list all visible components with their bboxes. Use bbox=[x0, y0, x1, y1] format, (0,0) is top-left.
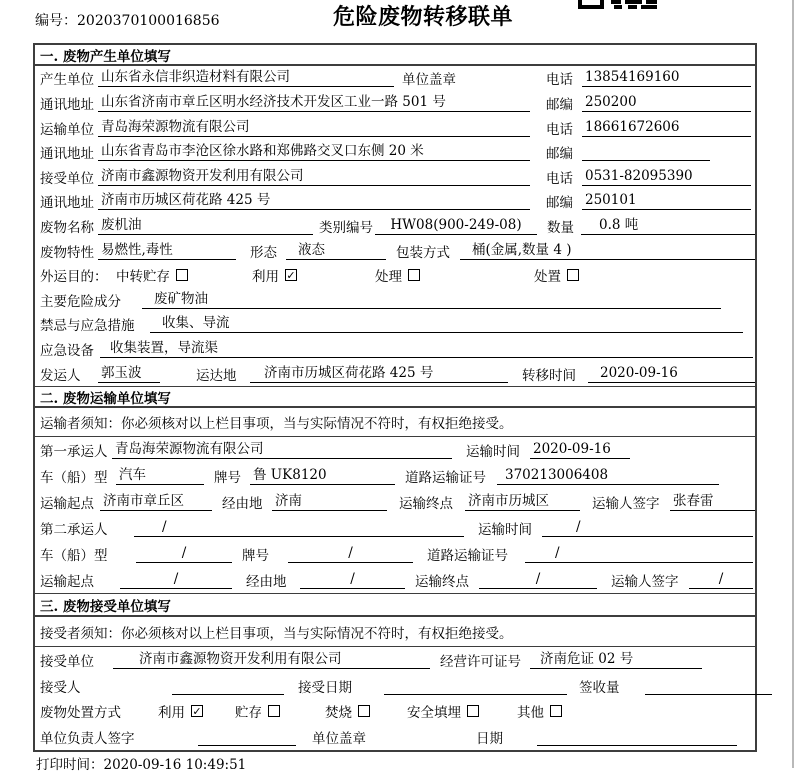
acceptor-label: 接受人 bbox=[40, 679, 81, 696]
taboo-measures-label: 禁忌与应急措施 bbox=[40, 318, 135, 335]
producer-address-value: 山东省济南市章丘区明水经济技术开发区工业一路 501 号 bbox=[98, 94, 530, 112]
waste-name-value: 废机油 bbox=[98, 217, 313, 235]
row-receiver-address bbox=[35, 189, 755, 214]
route2-origin-value: / bbox=[120, 571, 232, 589]
row-receiver-unit bbox=[35, 164, 755, 189]
transport-time2-value: / bbox=[542, 519, 753, 537]
category-code-value: HW08(900-249-08) bbox=[375, 217, 537, 235]
disposal-other-label: 其他 bbox=[517, 705, 544, 722]
disposal-landfill-label: 安全填埋 bbox=[407, 705, 461, 722]
receiver-zip-value: 250101 bbox=[582, 192, 751, 210]
shipper-value: 郭玉波 bbox=[98, 365, 160, 383]
row-disposal-method bbox=[35, 699, 755, 725]
license-number-value: 济南危证 02 号 bbox=[530, 651, 702, 669]
row-acceptor bbox=[35, 673, 755, 699]
producer-unit-value: 山东省永信非织造材料有限公司 bbox=[98, 69, 394, 87]
section2-rows bbox=[35, 437, 755, 593]
purpose-treat-checkbox[interactable] bbox=[408, 269, 420, 281]
row-transport-unit bbox=[35, 115, 755, 140]
row-vehicle-type1 bbox=[35, 463, 755, 489]
receiver-unit-value: 济南市鑫源物资开发利用有限公司 bbox=[98, 168, 530, 186]
section2-header: 二. 废物运输单位填写 bbox=[35, 386, 755, 408]
section3-notice: 接受者须知：你必须核对以上栏目事项，当与实际情况不符时，有权拒绝接受。 bbox=[35, 617, 755, 647]
vehicle-type1-value: 汽车 bbox=[116, 467, 204, 485]
transport-time2-label: 运输时间 bbox=[478, 522, 532, 538]
form-state-label: 形态 bbox=[250, 244, 277, 261]
transfer-time-value: 2020-09-16 bbox=[588, 365, 755, 383]
document-number-label: 编号： bbox=[35, 13, 77, 29]
vehicle-type2-label: 车（船）型 bbox=[40, 548, 108, 564]
purpose-utilize-label: 利用 bbox=[252, 269, 279, 286]
row-vehicle-type2 bbox=[35, 541, 755, 567]
row-waste-traits bbox=[35, 238, 755, 263]
transport-zip-label: 邮编 bbox=[546, 146, 573, 163]
second-carrier-label: 第二承运人 bbox=[40, 522, 108, 538]
producer-address-label: 通讯地址 bbox=[40, 96, 94, 113]
route2-signature-label: 运输人签字 bbox=[611, 574, 679, 590]
print-time-label: 打印时间： bbox=[36, 757, 104, 773]
disposal-storage-checkbox[interactable] bbox=[268, 705, 280, 717]
row-route1 bbox=[35, 489, 755, 515]
page-title: 危险废物转移联单 bbox=[333, 4, 514, 30]
waste-traits-label: 废物特性 bbox=[40, 244, 94, 261]
vehicle-type1-label: 车（船）型 bbox=[40, 470, 108, 486]
taboo-measures-value: 收集、导流 bbox=[150, 315, 743, 333]
route2-via-value: / bbox=[300, 571, 405, 589]
disposal-incinerate-checkbox[interactable] bbox=[358, 705, 370, 717]
unit-seal-label: 单位盖章 bbox=[402, 72, 456, 89]
section1-rows bbox=[35, 66, 755, 386]
disposal-incinerate-label: 焚烧 bbox=[325, 705, 352, 722]
route2-signature-value: / bbox=[689, 571, 753, 589]
accept-unit-label: 接受单位 bbox=[40, 653, 94, 670]
purpose-transfer-storage-checkbox[interactable] bbox=[176, 269, 188, 281]
transport-unit-label: 运输单位 bbox=[40, 121, 94, 138]
accept-unit-value: 济南市鑫源物资开发利用有限公司 bbox=[113, 651, 430, 669]
row-emergency-equipment bbox=[35, 337, 755, 362]
emergency-equipment-label: 应急设备 bbox=[40, 343, 94, 359]
acceptor-value bbox=[172, 677, 284, 695]
first-carrier-value: 青岛海荣源物流有限公司 bbox=[112, 441, 452, 459]
route2-end-value: / bbox=[479, 571, 597, 589]
outbound-purpose-label: 外运目的： bbox=[40, 269, 108, 286]
transport-address-value: 山东省青岛市李沧区徐水路和郑佛路交叉口东侧 20 米 bbox=[98, 143, 530, 161]
route1-end-value: 济南市历城区 bbox=[465, 493, 580, 511]
qr-code-fragment bbox=[578, 0, 662, 9]
document-number-value: 2020370100016856 bbox=[77, 13, 220, 29]
road-permit1-value: 370213006408 bbox=[497, 467, 719, 485]
purpose-transfer-storage-label: 中转贮存 bbox=[116, 269, 170, 286]
row-second-carrier bbox=[35, 515, 755, 541]
row-first-carrier bbox=[35, 437, 755, 463]
route2-via-label: 经由地 bbox=[246, 574, 287, 590]
disposal-method-label: 废物处置方式 bbox=[40, 705, 121, 722]
main-hazard-value: 废矿物油 bbox=[142, 291, 721, 309]
purpose-treat-label: 处理 bbox=[375, 269, 402, 286]
second-carrier-value: / bbox=[134, 519, 464, 537]
accept-date-value bbox=[384, 677, 567, 695]
producer-phone-value: 13854169160 bbox=[582, 69, 751, 87]
route1-signature-label: 运输人签字 bbox=[592, 496, 660, 512]
row-producer-address bbox=[35, 91, 755, 116]
plate-number1-label: 牌号 bbox=[214, 470, 241, 486]
destination-value: 济南市历城区荷花路 425 号 bbox=[250, 365, 508, 383]
section2-notice: 运输者须知：你必须核对以上栏目事项，当与实际情况不符时，有权拒绝接受。 bbox=[35, 408, 755, 437]
received-amount-value bbox=[645, 677, 772, 695]
packaging-value: 桶(金属,数量 4 ) bbox=[460, 242, 755, 260]
main-hazard-label: 主要危险成分 bbox=[40, 293, 121, 310]
responsible-signature-value bbox=[198, 728, 296, 746]
receiver-phone-value: 0531-82095390 bbox=[582, 168, 751, 186]
producer-phone-label: 电话 bbox=[546, 72, 573, 89]
road-permit2-value: / bbox=[525, 545, 753, 563]
transport-unit-value: 青岛海荣源物流有限公司 bbox=[98, 119, 530, 137]
row-taboo-measures bbox=[35, 312, 755, 337]
row-producer-unit bbox=[35, 66, 755, 91]
transport-time1-value: 2020-09-16 bbox=[530, 441, 630, 459]
row-shipper bbox=[35, 361, 755, 386]
route1-origin-label: 运输起点 bbox=[40, 496, 94, 512]
date-value bbox=[537, 728, 737, 746]
transport-address-label: 通讯地址 bbox=[40, 146, 94, 163]
date-label: 日期 bbox=[476, 731, 503, 748]
receiver-address-label: 通讯地址 bbox=[40, 195, 94, 212]
route1-signature-value: 张春雷 bbox=[670, 493, 755, 511]
disposal-other-checkbox[interactable] bbox=[550, 705, 562, 717]
license-number-label: 经营许可证号 bbox=[440, 653, 521, 670]
destination-label: 运达地 bbox=[196, 367, 237, 384]
print-time bbox=[36, 753, 246, 773]
receiver-phone-label: 电话 bbox=[546, 170, 573, 187]
disposal-utilize-label: 利用 bbox=[158, 705, 185, 722]
producer-zip-value: 250200 bbox=[582, 94, 751, 112]
document-number bbox=[35, 10, 220, 30]
transport-zip-value bbox=[582, 143, 710, 161]
row-accept-unit bbox=[35, 647, 755, 673]
row-main-hazard bbox=[35, 287, 755, 312]
receiver-address-value: 济南市历城区荷花路 425 号 bbox=[98, 192, 530, 210]
producer-unit-label: 产生单位 bbox=[40, 72, 94, 89]
route2-origin-label: 运输起点 bbox=[40, 574, 94, 590]
waste-traits-value: 易燃性,毒性 bbox=[98, 242, 236, 260]
section3-header: 三. 废物接受单位填写 bbox=[35, 593, 755, 617]
shipper-label: 发运人 bbox=[40, 367, 81, 384]
form-state-value: 液态 bbox=[286, 242, 386, 260]
road-permit1-label: 道路运输证号 bbox=[405, 470, 486, 486]
row-responsible-signature bbox=[35, 724, 755, 750]
road-permit2-label: 道路运输证号 bbox=[427, 548, 508, 564]
plate-number2-value: / bbox=[288, 545, 413, 563]
plate-number2-label: 牌号 bbox=[242, 548, 269, 564]
receiver-unit-label: 接受单位 bbox=[40, 170, 94, 187]
route1-via-value: 济南 bbox=[272, 493, 387, 511]
vehicle-type2-value: / bbox=[136, 545, 232, 563]
purpose-dispose-label: 处置 bbox=[534, 269, 561, 286]
transfer-time-label: 转移时间 bbox=[522, 367, 576, 384]
page-edge-line bbox=[792, 0, 794, 768]
first-carrier-label: 第一承运人 bbox=[40, 444, 108, 460]
plate-number1-value: 鲁 UK8120 bbox=[250, 467, 395, 485]
purpose-utilize-checkbox[interactable]: ✓ bbox=[286, 268, 296, 282]
row-outbound-purpose bbox=[35, 263, 755, 288]
receiver-zip-label: 邮编 bbox=[546, 195, 573, 212]
row-transport-address bbox=[35, 140, 755, 165]
producer-zip-label: 邮编 bbox=[546, 96, 573, 113]
manifest-form bbox=[33, 43, 757, 752]
row-route2 bbox=[35, 567, 755, 593]
route1-end-label: 运输终点 bbox=[399, 496, 453, 512]
disposal-landfill-checkbox[interactable] bbox=[467, 705, 479, 717]
received-amount-label: 签收量 bbox=[579, 679, 620, 696]
transport-phone-label: 电话 bbox=[546, 121, 573, 138]
section1-header: 一. 废物产生单位填写 bbox=[35, 45, 755, 66]
responsible-signature-label: 单位负责人签字 bbox=[40, 731, 135, 748]
transport-time1-label: 运输时间 bbox=[466, 444, 520, 460]
waste-name-label: 废物名称 bbox=[40, 219, 94, 236]
unit-seal2-label: 单位盖章 bbox=[312, 731, 366, 748]
disposal-utilize-checkbox[interactable]: ✓ bbox=[192, 704, 202, 718]
purpose-dispose-checkbox[interactable] bbox=[567, 269, 579, 281]
print-time-value: 2020-09-16 10:49:51 bbox=[103, 757, 247, 773]
packaging-label: 包装方式 bbox=[396, 244, 450, 261]
route1-origin-value: 济南市章丘区 bbox=[100, 493, 212, 511]
route2-end-label: 运输终点 bbox=[415, 574, 469, 590]
accept-date-label: 接受日期 bbox=[298, 679, 352, 696]
section3-rows bbox=[35, 647, 755, 750]
emergency-equipment-value: 收集装置，导流渠 bbox=[100, 340, 753, 358]
quantity-label: 数量 bbox=[547, 219, 574, 236]
transport-phone-value: 18661672606 bbox=[582, 119, 751, 137]
category-code-label: 类别编号 bbox=[319, 219, 373, 236]
route1-via-label: 经由地 bbox=[222, 496, 263, 512]
quantity-value: 0.8 吨 bbox=[581, 217, 755, 235]
row-waste-name bbox=[35, 214, 755, 239]
disposal-storage-label: 贮存 bbox=[235, 705, 262, 722]
